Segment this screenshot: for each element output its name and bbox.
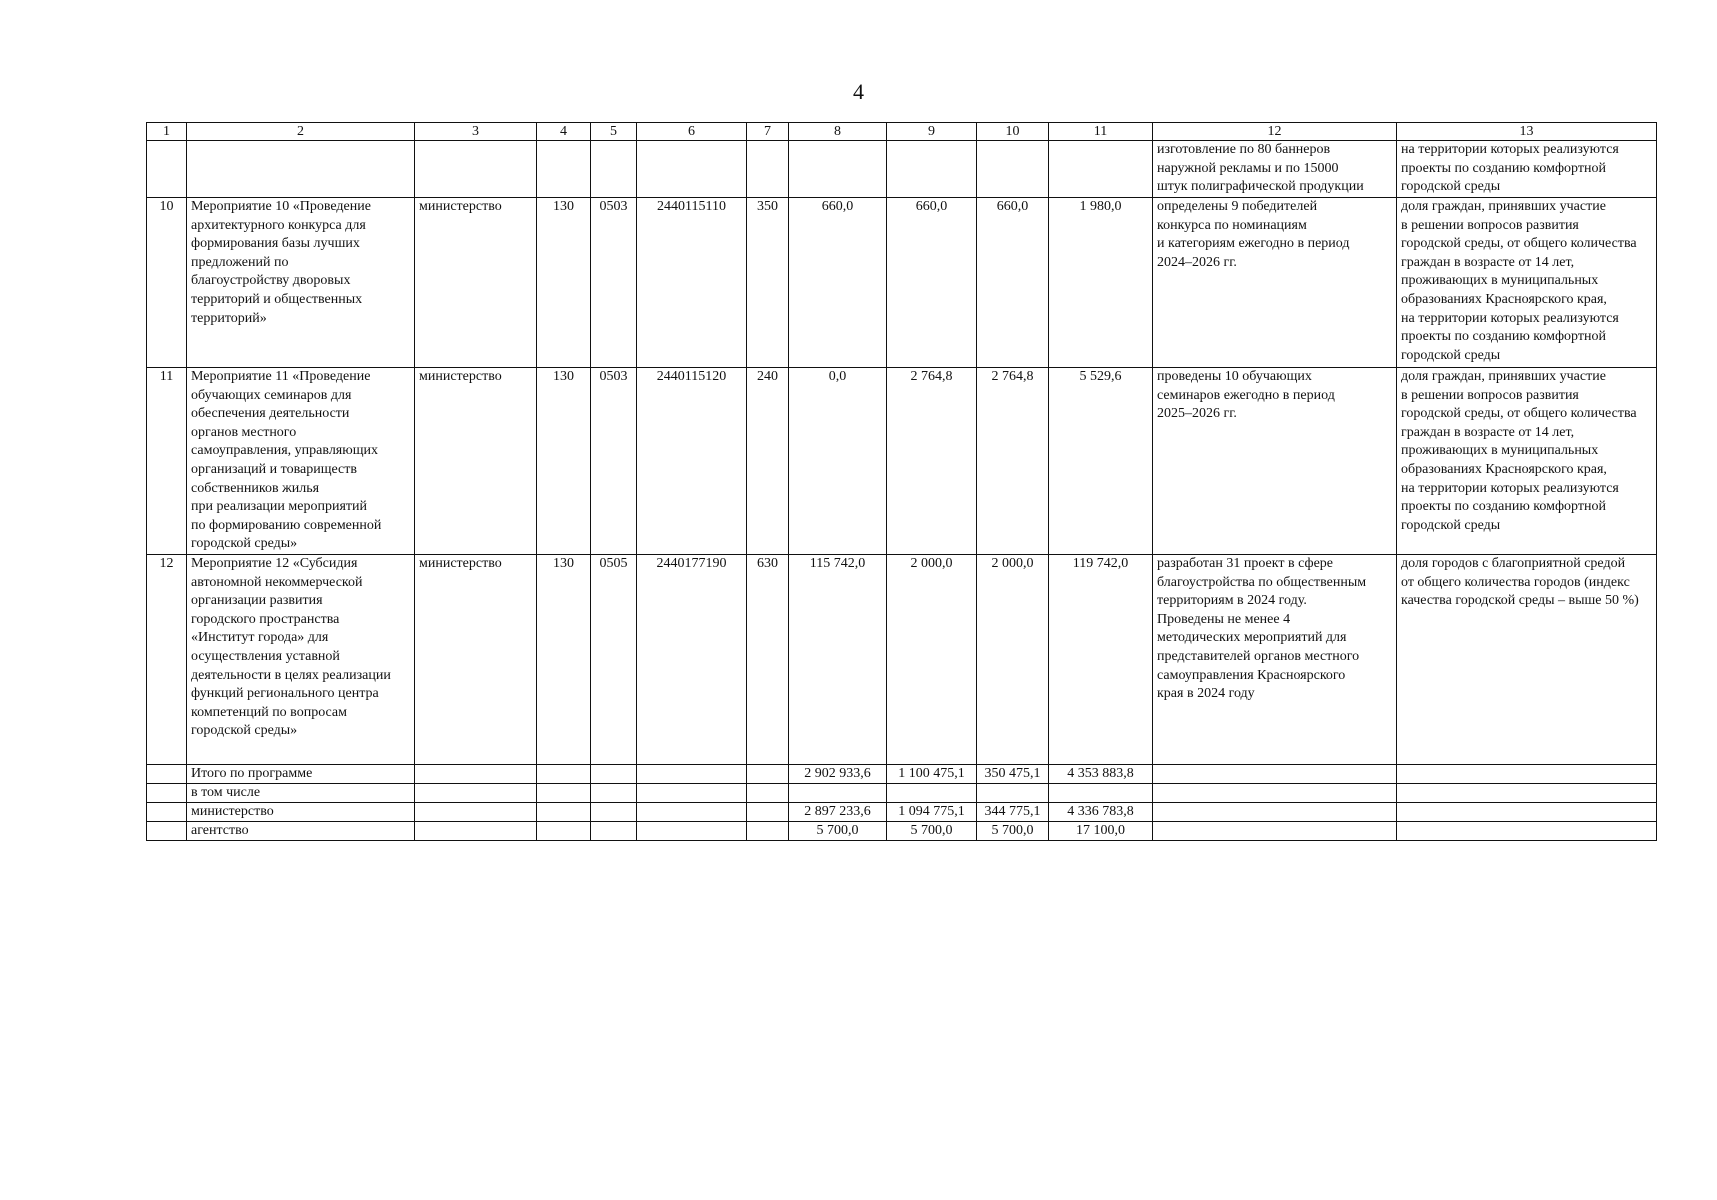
row-number: 10 (147, 198, 187, 368)
amount-cell: 2 764,8 (977, 368, 1049, 555)
empty-cell (147, 784, 187, 803)
empty-cell (1153, 822, 1397, 841)
amount-cell: 0,0 (789, 368, 887, 555)
amount-cell: 2 897 233,6 (789, 803, 887, 822)
expected-result: проведены 10 обучающих семинаров ежегодно в период 2025–2026 гг. (1153, 368, 1397, 555)
amount-cell (1049, 784, 1153, 803)
measure-name: Мероприятие 12 «Субсидия автономной некоммерческой организации развития городского пространства «Институт города» для осуществления уставной деятельности в целях реализации функций регионального центра компетенций по вопросам городской среды» (187, 555, 415, 765)
column-number: 3 (415, 123, 537, 141)
empty-cell (747, 784, 789, 803)
column-number: 7 (747, 123, 789, 141)
row-number: 12 (147, 555, 187, 765)
measure-name: Мероприятие 10 «Проведение архитектурного конкурса для формирования базы лучших предложений по благоустройству дворовых территорий и общественных территорий» (187, 198, 415, 368)
amount-cell: 2 902 933,6 (789, 765, 887, 784)
amount-cell: 660,0 (977, 198, 1049, 368)
empty-cell (415, 803, 537, 822)
empty-cell (147, 765, 187, 784)
empty-cell (747, 803, 789, 822)
empty-cell (415, 765, 537, 784)
code-cell: 130 (537, 555, 591, 765)
table-row (147, 198, 1657, 368)
empty-cell (415, 822, 537, 841)
column-number: 12 (1153, 123, 1397, 141)
amount-cell (789, 784, 887, 803)
amount-cell: 1 980,0 (1049, 198, 1153, 368)
amount-cell (887, 784, 977, 803)
amount-cell: 350 475,1 (977, 765, 1049, 784)
indicator: доля граждан, принявших участие в решении вопросов развития городской среды, от общего количества граждан в возрасте от 14 лет, проживающих в муниципальных образованиях Красноярского края, на территории которых реализуются проекты по созданию комфортной городской среды (1397, 198, 1657, 368)
column-number: 6 (637, 123, 747, 141)
column-number: 8 (789, 123, 887, 141)
empty-cell (789, 141, 887, 198)
amount-cell: 2 000,0 (887, 555, 977, 765)
empty-cell (537, 141, 591, 198)
summary-label: в том числе (187, 784, 415, 803)
summary-row-agency (147, 822, 1657, 841)
column-number-row (147, 123, 1657, 141)
empty-cell (747, 765, 789, 784)
code-cell: 630 (747, 555, 789, 765)
column-number: 4 (537, 123, 591, 141)
executor: министерство (415, 555, 537, 765)
amount-cell: 2 764,8 (887, 368, 977, 555)
code-cell: 0505 (591, 555, 637, 765)
amount-cell: 119 742,0 (1049, 555, 1153, 765)
empty-cell (1397, 803, 1657, 822)
empty-cell (147, 141, 187, 198)
executor: министерство (415, 368, 537, 555)
empty-cell (591, 141, 637, 198)
empty-cell (187, 141, 415, 198)
empty-cell (591, 765, 637, 784)
empty-cell (1397, 822, 1657, 841)
amount-cell: 660,0 (887, 198, 977, 368)
indicator: доля граждан, принявших участие в решении вопросов развития городской среды, от общего количества граждан в возрасте от 14 лет, проживающих в муниципальных образованиях Красноярского края, на территории которых реализуются проекты по созданию комфортной городской среды (1397, 368, 1657, 555)
code-cell: 0503 (591, 198, 637, 368)
amount-cell (977, 784, 1049, 803)
amount-cell: 5 700,0 (977, 822, 1049, 841)
empty-cell (1153, 765, 1397, 784)
summary-label: агентство (187, 822, 415, 841)
column-number: 1 (147, 123, 187, 141)
amount-cell: 5 700,0 (887, 822, 977, 841)
table-row (147, 555, 1657, 765)
empty-cell (1049, 141, 1153, 198)
page-number: 4 (853, 79, 864, 104)
column-number: 13 (1397, 123, 1657, 141)
summary-row-including (147, 784, 1657, 803)
measure-name: Мероприятие 11 «Проведение обучающих семинаров для обеспечения деятельности органов местного самоуправления, управляющих организаций и товариществ собственников жилья при реализации мероприятий по формированию современной городской среды» (187, 368, 415, 555)
empty-cell (415, 141, 537, 198)
empty-cell (637, 765, 747, 784)
empty-cell (537, 803, 591, 822)
amount-cell: 17 100,0 (1049, 822, 1153, 841)
summary-row-total (147, 765, 1657, 784)
code-cell: 2440115120 (637, 368, 747, 555)
empty-cell (637, 822, 747, 841)
amount-cell: 5 529,6 (1049, 368, 1153, 555)
summary-label: Итого по программе (187, 765, 415, 784)
amount-cell: 4 336 783,8 (1049, 803, 1153, 822)
column-number: 5 (591, 123, 637, 141)
empty-cell (537, 765, 591, 784)
empty-cell (637, 141, 747, 198)
column-number: 11 (1049, 123, 1153, 141)
column-number: 10 (977, 123, 1049, 141)
empty-cell (747, 822, 789, 841)
code-cell: 2440177190 (637, 555, 747, 765)
empty-cell (637, 784, 747, 803)
empty-cell (1397, 765, 1657, 784)
amount-cell: 1 094 775,1 (887, 803, 977, 822)
code-cell: 240 (747, 368, 789, 555)
amount-cell: 115 742,0 (789, 555, 887, 765)
carryover-indicator: на территории которых реализуются проекты по созданию комфортной городской среды (1397, 141, 1657, 198)
code-cell: 130 (537, 368, 591, 555)
amount-cell: 2 000,0 (977, 555, 1049, 765)
carryover-row (147, 141, 1657, 198)
code-cell: 350 (747, 198, 789, 368)
empty-cell (1153, 803, 1397, 822)
empty-cell (147, 822, 187, 841)
column-number: 9 (887, 123, 977, 141)
expected-result: определены 9 победителей конкурса по номинациям и категориям ежегодно в период 2024–2026 гг. (1153, 198, 1397, 368)
empty-cell (747, 141, 789, 198)
executor: министерство (415, 198, 537, 368)
indicator: доля городов с благоприятной средой от общего количества городов (индекс качества городской среды – выше 50 %) (1397, 555, 1657, 765)
empty-cell (591, 803, 637, 822)
code-cell: 130 (537, 198, 591, 368)
amount-cell: 344 775,1 (977, 803, 1049, 822)
empty-cell (415, 784, 537, 803)
amount-cell: 660,0 (789, 198, 887, 368)
summary-row-ministry (147, 803, 1657, 822)
empty-cell (977, 141, 1049, 198)
empty-cell (637, 803, 747, 822)
code-cell: 0503 (591, 368, 637, 555)
empty-cell (591, 784, 637, 803)
empty-cell (591, 822, 637, 841)
code-cell: 2440115110 (637, 198, 747, 368)
expected-result: разработан 31 проект в сфере благоустройства по общественным территориям в 2024 году. Проведены не менее 4 методических мероприятий для представителей органов местного самоуправления Красноярского края в 2024 году (1153, 555, 1397, 765)
column-number: 2 (187, 123, 415, 141)
amount-cell: 4 353 883,8 (1049, 765, 1153, 784)
amount-cell: 1 100 475,1 (887, 765, 977, 784)
amount-cell: 5 700,0 (789, 822, 887, 841)
row-number: 11 (147, 368, 187, 555)
empty-cell (887, 141, 977, 198)
empty-cell (1397, 784, 1657, 803)
summary-label: министерство (187, 803, 415, 822)
empty-cell (1153, 784, 1397, 803)
empty-cell (537, 784, 591, 803)
program-table (146, 122, 1657, 841)
empty-cell (147, 803, 187, 822)
empty-cell (537, 822, 591, 841)
table-row (147, 368, 1657, 555)
carryover-result: изготовление по 80 баннеров наружной рекламы и по 15000 штук полиграфической продукции (1153, 141, 1397, 198)
